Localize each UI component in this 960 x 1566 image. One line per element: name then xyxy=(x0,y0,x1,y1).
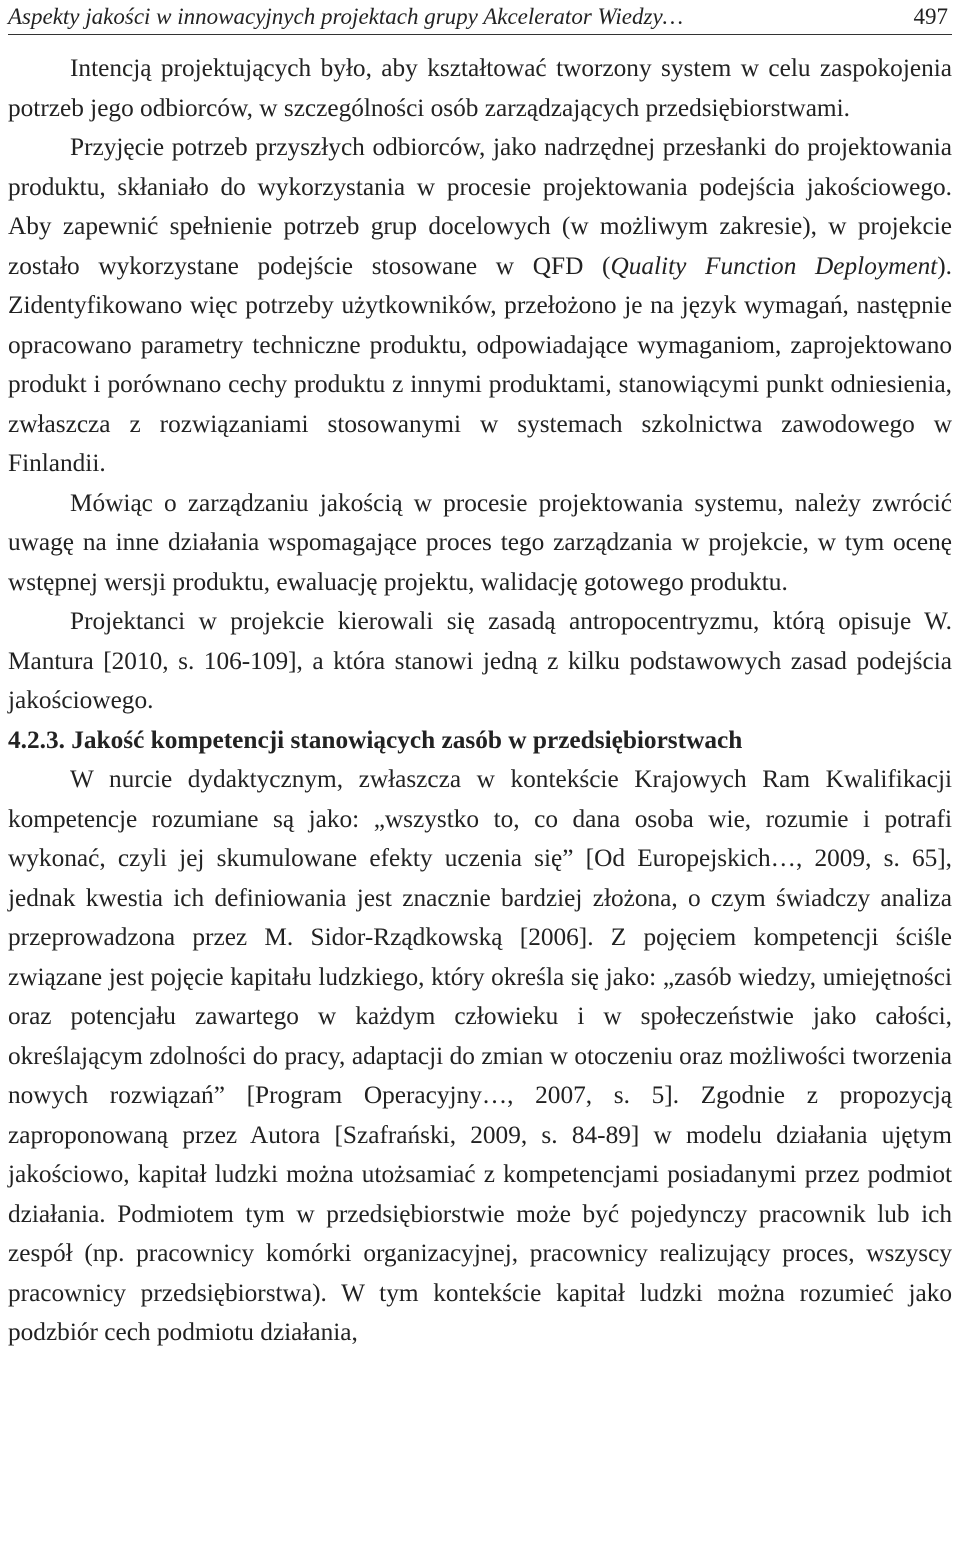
paragraph-2-italic-term: Quality Function Deployment xyxy=(610,251,938,280)
running-header xyxy=(8,0,952,35)
paragraph-4: Projektanci w projekcie kierowali się zasadą antropocentryzmu, którą opisuje W. Mantura [2010, s. 106-109], a która stanowi jedną z kilku podstawowych zasad podejścia jakościowego. xyxy=(8,607,952,714)
running-title: Aspekty jakości w innowacyjnych projektach grupy Akcelerator Wiedzy… xyxy=(8,4,684,29)
paragraph-1: Intencją projektujących było, aby kształtować tworzony system w celu zaspokojenia potrzeb jego odbiorców, w szczególności osób zarządzających przedsiębiorstwami. xyxy=(8,54,952,122)
paragraph-2 xyxy=(8,128,952,484)
paragraph-2-text-b: ). Zidentyfikowano więc potrzeby użytkowników, przełożono je na język wymagań, następnie opracowano parametry techniczne produktu, odpowiadające wymaganiom, zaprojektowano produkt i porównano cechy produktu z innymi produktami, stanowiącymi punkt odniesienia, zwłaszcza z rozwiązaniami stosowanymi w systemach szkolnictwa zawodowego w Finlandii. xyxy=(8,251,952,477)
paragraph-2-text-a: Przyjęcie potrzeb przyszłych odbiorców, jako nadrzędnej przesłanki do projektowania produktu, skłaniało do wykorzystania w procesie projektowania podejścia jakościowego. Aby zapewnić spełnienie potrzeb grup docelowych (w możliwym zakresie), w projekcie zostało wykorzystane podejście stosowane w QFD ( xyxy=(8,133,952,280)
paragraph-5: W nurcie dydaktycznym, zwłaszcza w kontekście Krajowych Ram Kwalifikacji kompetencje rozumiane są jako: „wszystko to, co dana osoba wie, rozumie i potrafi wykonać, czyli jej skumulowane efekty uczenia się” [Od Europejskich…, 2009, s. 65], jednak kwestia ich definiowania jest znacznie bardziej złożona, o czym świadczy analiza przeprowadzona przez M. Sidor-Rządkowską [2006]. Z pojęciem kompetencji ściśle związane jest pojęcie kapitału ludzkiego, który określa się jako: „zasób wiedzy, umiejętności oraz potencjału zawartego w każdym człowieku i w społeczeństwie jako całości, określającym zdolności do pracy, adaptacji do zmian w otoczeniu oraz możliwości tworzenia nowych rozwiązań” [Program Operacyjny…, 2007, s. 5]. Zgodnie z propozycją zaproponowaną przez Autora [Szafrański, 2009, s. 84-89] w modelu działania ujętym jakościowo, kapitał ludzki można utożsamiać z kompetencjami posiadanymi przez podmiot działania. Podmiotem tym w przedsiębiorstwie może być pojedynczy pracownik lub ich zespół (np. pracownicy komórki organizacyjnej, pracownicy realizujący proces, wszyscy pracownicy przedsiębiorstwa). W tym kontekście kapitał ludzki można rozumieć jako podzbiór cech podmiotu działania, xyxy=(8,765,952,1346)
paragraph-3: Mówiąc o zarządzaniu jakością w procesie projektowania systemu, należy zwrócić uwagę na inne działania wspomagające proces tego zarządzania w projekcie, w tym ocenę wstępnej wersji produktu, ewaluację projektu, walidację gotowego produktu. xyxy=(8,488,952,596)
body-text xyxy=(8,49,952,1353)
section-heading: 4.2.3. Jakość kompetencji stanowiących zasób w przedsiębiorstwach xyxy=(8,725,743,754)
page-number: 497 xyxy=(913,4,948,29)
